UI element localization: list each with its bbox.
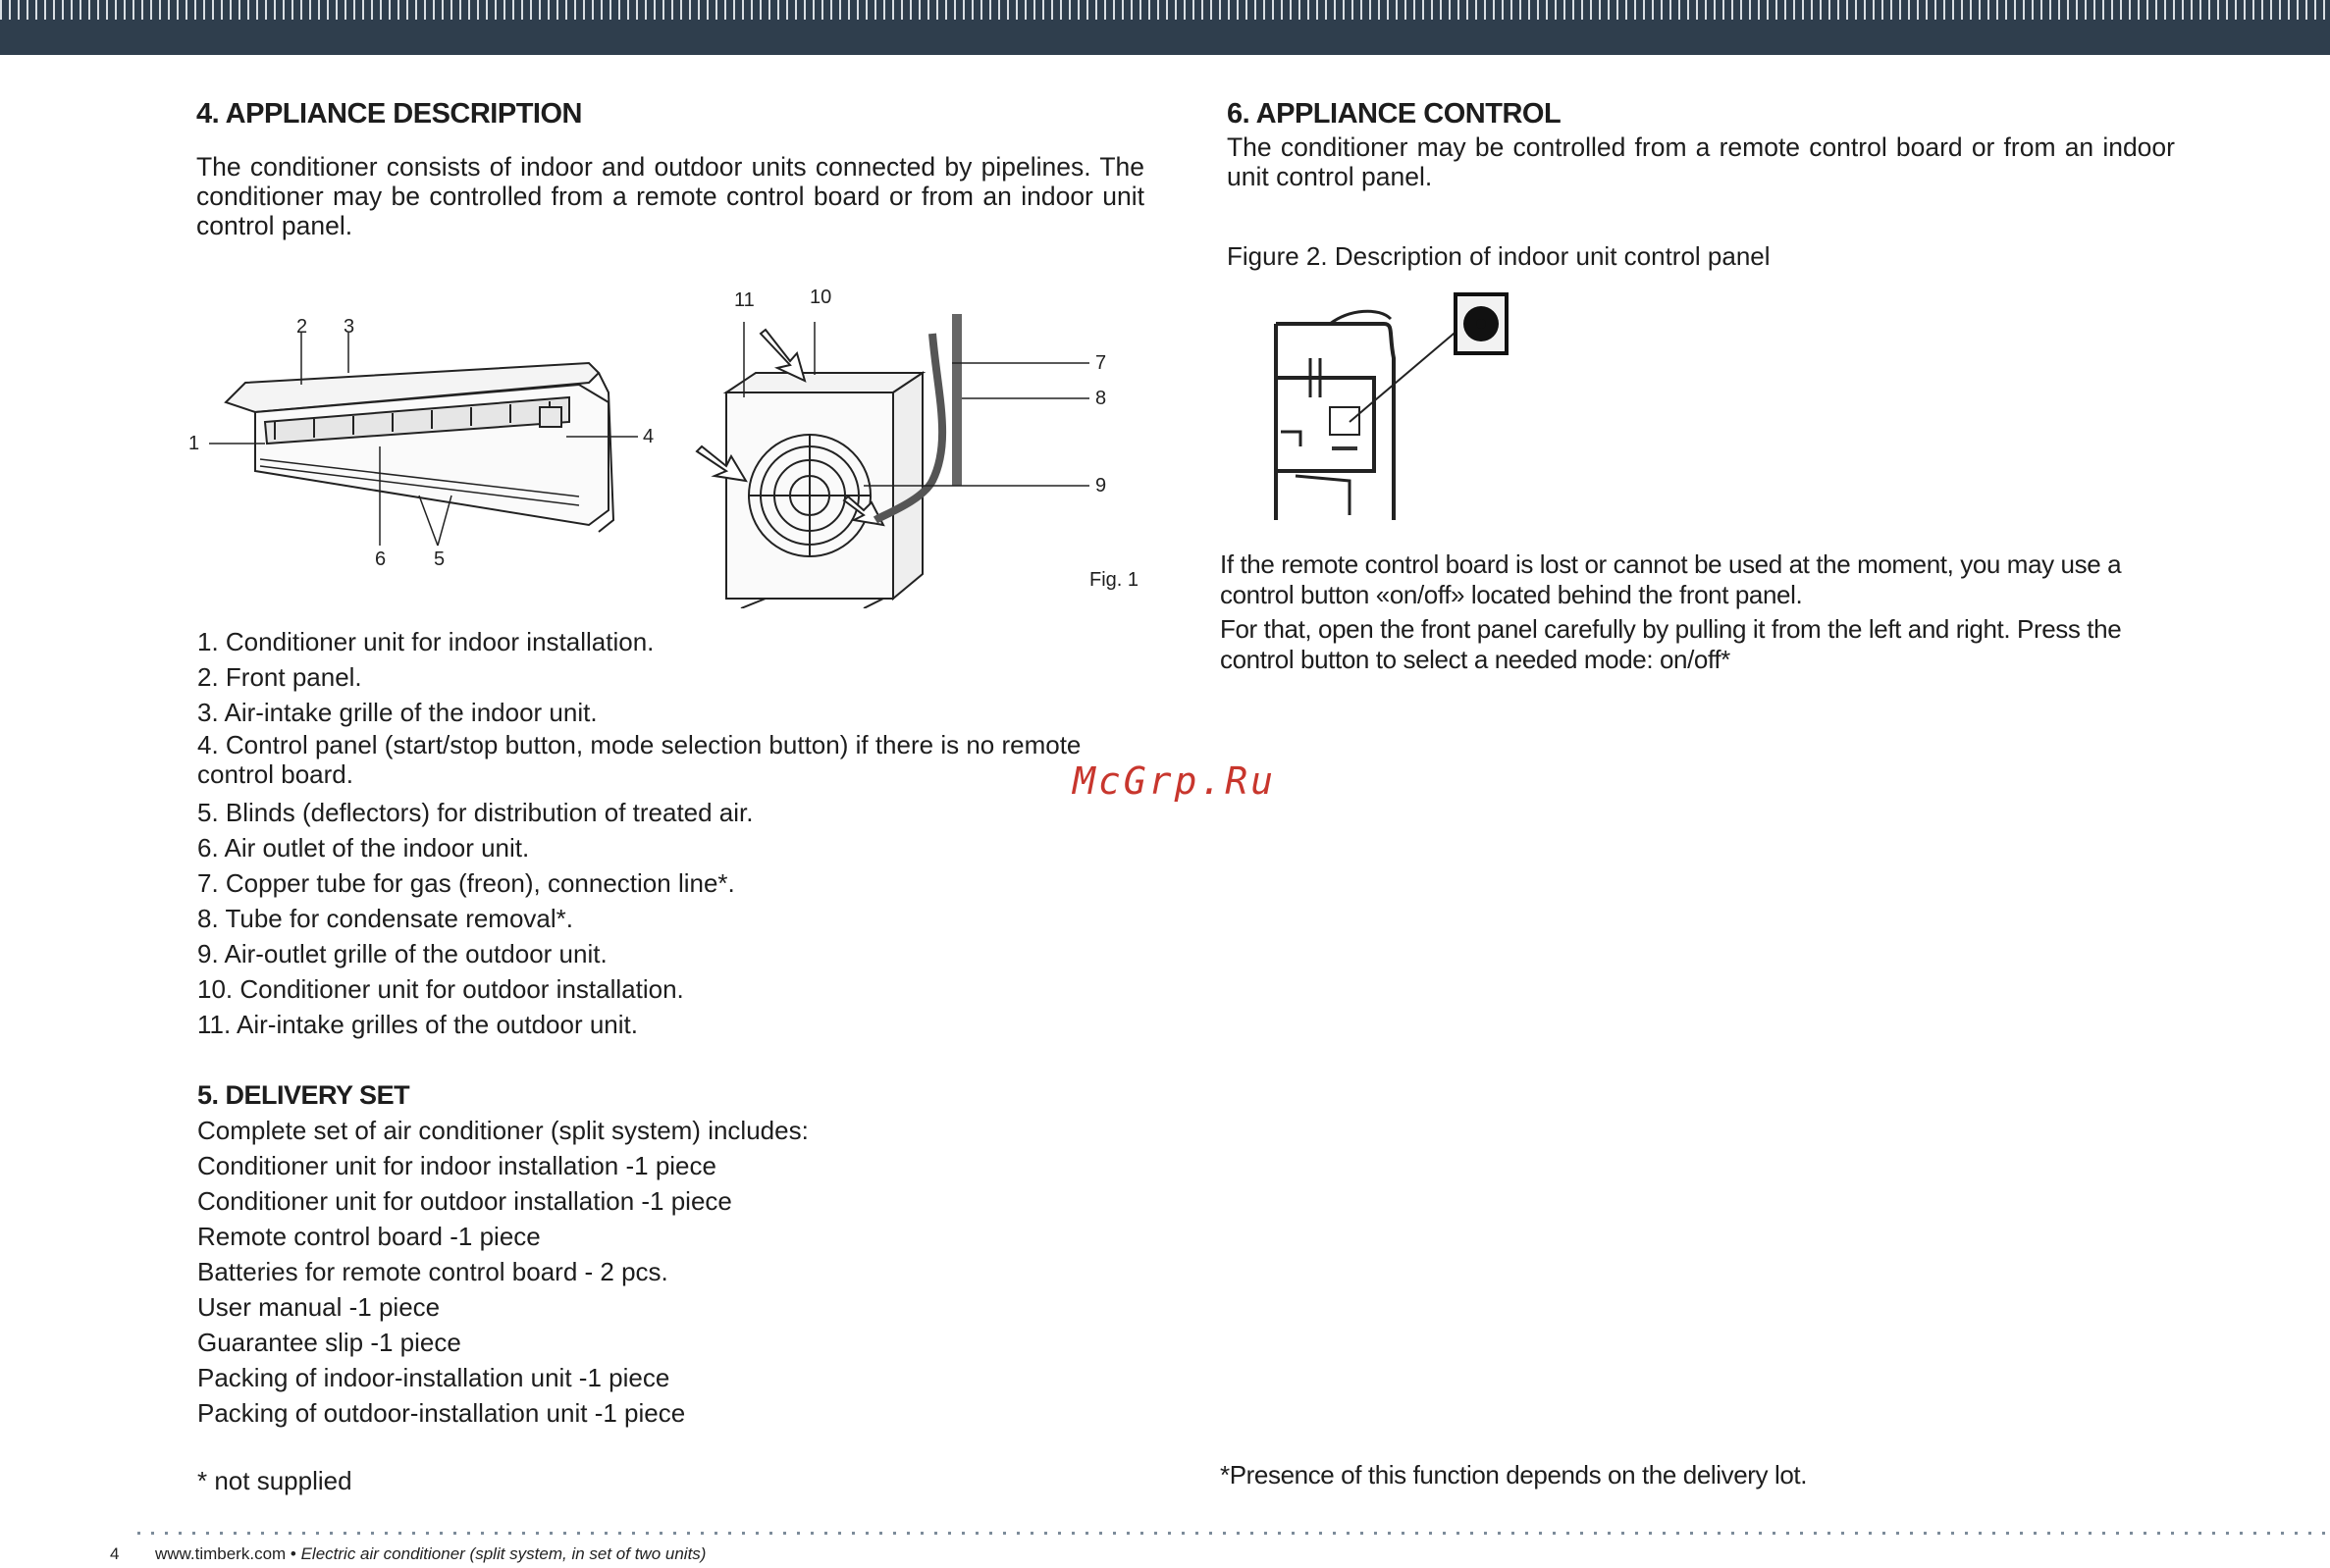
list-item: Complete set of air conditioner (split system) includes: [197, 1116, 809, 1145]
callout-1: 1 [188, 433, 200, 454]
list-item: Batteries for remote control board - 2 pcs. [197, 1257, 668, 1286]
callout-11: 11 [734, 289, 755, 311]
list-item: Remote control board -1 piece [197, 1222, 541, 1251]
list-item: Guarantee slip -1 piece [197, 1328, 461, 1357]
list-item: 8. Tube for condensate removal*. [197, 904, 574, 933]
list-item: 6. Air outlet of the indoor unit. [197, 833, 530, 862]
footer-text [155, 1544, 706, 1564]
control-instructions [1220, 549, 2201, 679]
list-item: Conditioner unit for indoor installation -1 piece [197, 1151, 716, 1180]
delivery-set-section [197, 1077, 1179, 1431]
callout-8: 8 [1095, 388, 1107, 409]
list-item: 3. Air-intake grille of the indoor unit. [197, 698, 598, 727]
callout-7: 7 [1095, 352, 1107, 374]
list-item: Packing of indoor-installation unit -1 piece [197, 1363, 670, 1392]
instruction-paragraph: If the remote control board is lost or cannot be used at the moment, you may use a control button «on/off» located behind the front panel. [1220, 549, 2122, 609]
footer-separator: • [286, 1544, 301, 1563]
page-number: 4 [110, 1544, 120, 1563]
appliance-control-section [1227, 98, 2175, 191]
footer-divider [137, 1532, 2330, 1535]
list-item: 2. Front panel. [197, 662, 362, 692]
figure-2-illustration [1271, 289, 1526, 525]
callout-9: 9 [1095, 475, 1107, 497]
indoor-unit-drawing [226, 363, 613, 532]
appliance-description-section [196, 98, 1144, 240]
callout-5: 5 [434, 549, 446, 570]
list-item: 9. Air-outlet grille of the outdoor unit. [197, 939, 608, 968]
not-supplied-note: * not supplied [197, 1466, 352, 1495]
section-title: 6. APPLIANCE CONTROL [1227, 98, 1562, 130]
instruction-paragraph: For that, open the front panel carefully by pulling it from the left and right. Press the control button to select a needed mode: on/off* [1220, 614, 2122, 674]
figure-2-caption: Figure 2. Description of indoor unit control panel [1227, 241, 1771, 271]
top-decorative-bar [0, 0, 2330, 55]
list-item: 5. Blinds (deflectors) for distribution of treated air. [197, 798, 754, 827]
section-title: 4. APPLIANCE DESCRIPTION [196, 98, 582, 130]
list-item: 4. Control panel (start/stop button, mode selection button) if there is no remote control board. [197, 730, 1082, 789]
figure-1-illustration [177, 275, 1158, 608]
section-intro: The conditioner consists of indoor and outdoor units connected by pipelines. The conditioner may be controlled from a remote control board or from an indoor unit control panel. [196, 152, 1144, 240]
list-item: Packing of outdoor-installation unit -1 piece [197, 1398, 686, 1428]
delivery-lot-footnote: *Presence of this function depends on the delivery lot. [1220, 1460, 1808, 1490]
callout-10: 10 [810, 287, 832, 308]
footer-subtitle: Electric air conditioner (split system, in set of two units) [300, 1544, 707, 1563]
list-item: 10. Conditioner unit for outdoor installation. [197, 974, 684, 1004]
appliance-parts-list [197, 624, 1179, 1042]
footer-site-link[interactable]: www.timberk.com [155, 1544, 287, 1563]
list-item: 7. Copper tube for gas (freon), connection line*. [197, 868, 735, 898]
callout-3: 3 [344, 316, 355, 338]
figure-1-label: Fig. 1 [1089, 569, 1139, 591]
callout-6: 6 [375, 549, 387, 570]
callout-4: 4 [643, 426, 655, 447]
list-item: 11. Air-intake grilles of the outdoor unit. [197, 1010, 638, 1039]
list-item: 1. Conditioner unit for indoor installation. [197, 627, 655, 656]
list-item: Conditioner unit for outdoor installation -1 piece [197, 1186, 732, 1216]
section-intro: The conditioner may be controlled from a remote control board or from an indoor unit control panel. [1227, 132, 2175, 191]
watermark: McGrp.Ru [1073, 759, 1277, 803]
outdoor-unit-drawing [697, 314, 957, 608]
callout-2: 2 [296, 316, 308, 338]
list-item: User manual -1 piece [197, 1292, 441, 1322]
section-title: 5. DELIVERY SET [197, 1080, 410, 1110]
